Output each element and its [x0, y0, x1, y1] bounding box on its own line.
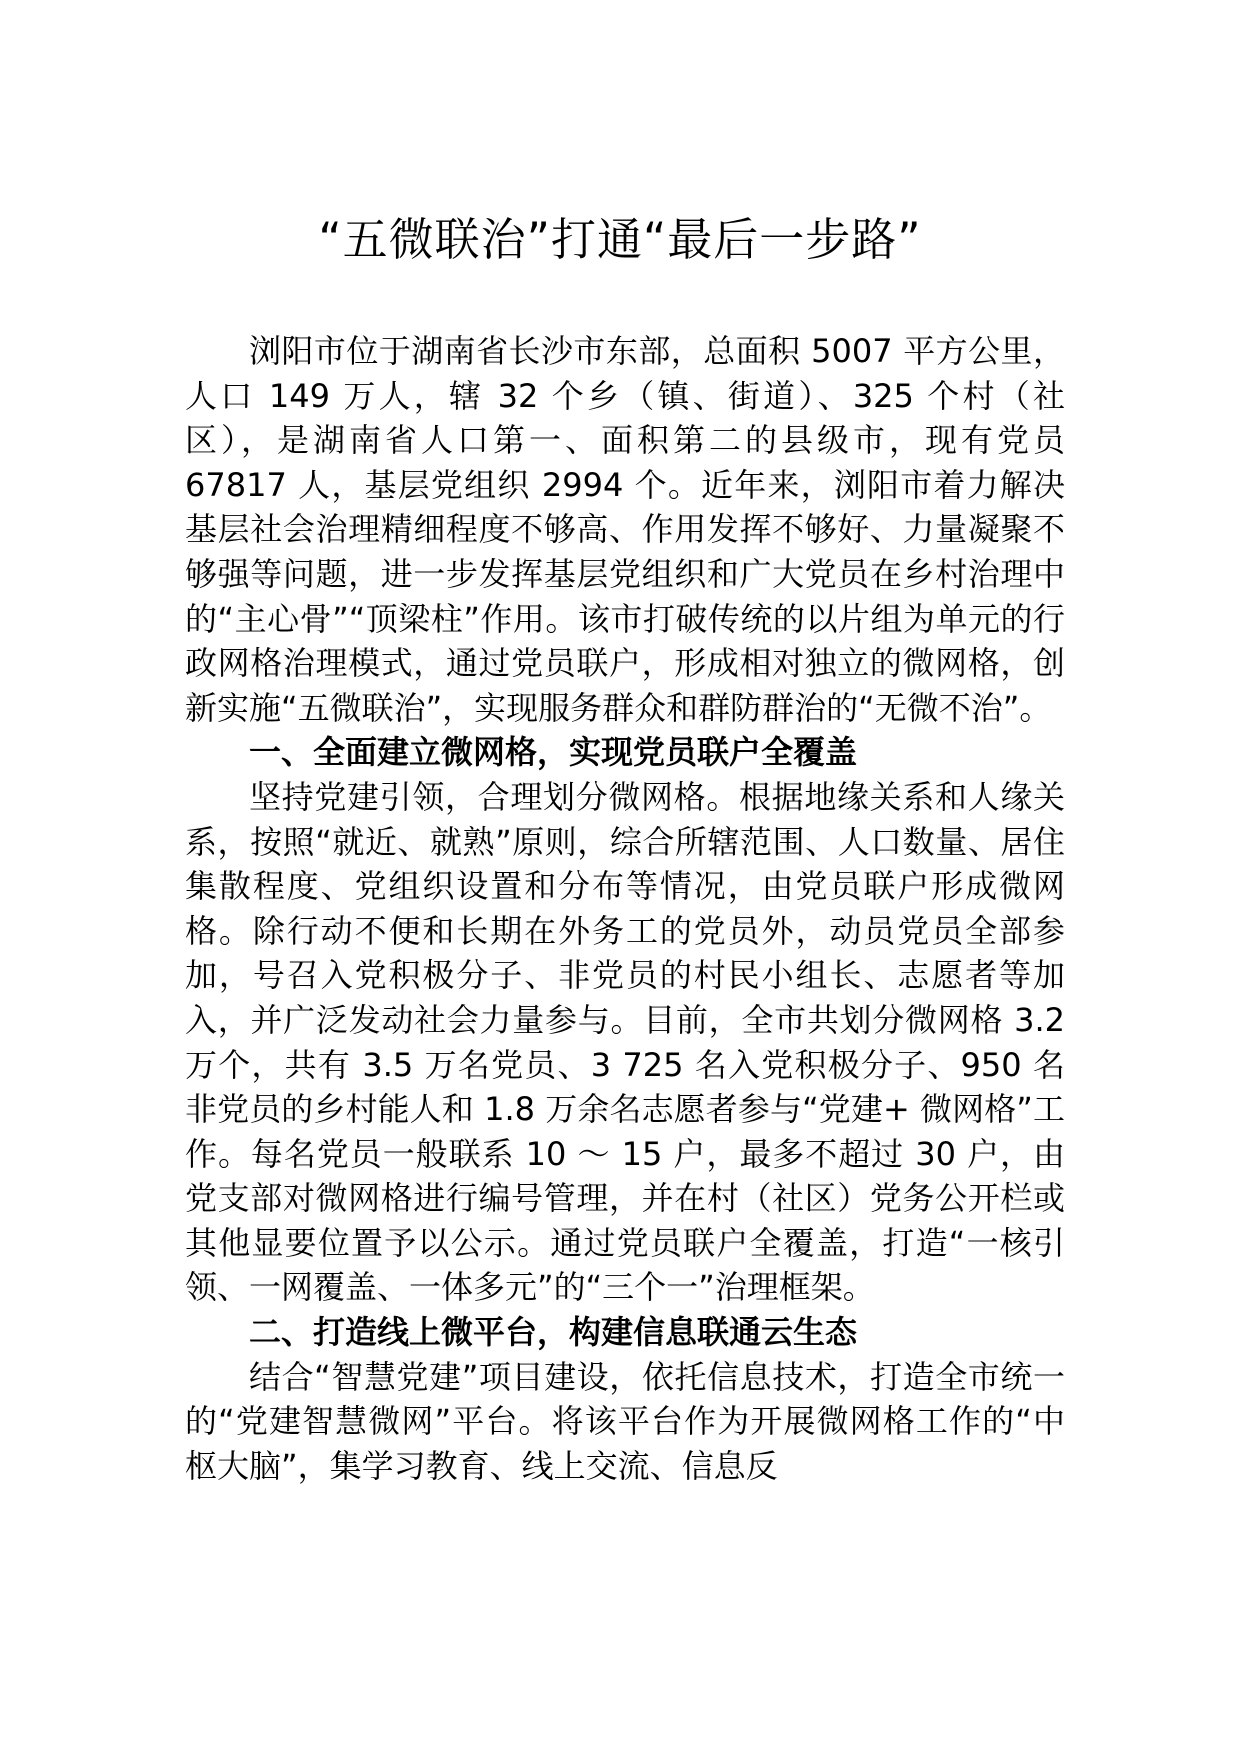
paragraph-section-2: 结合“智慧党建”项目建设，依托信息技术，打造全市统一的“党建智慧微网”平台。将该平台作为开展微网格工作的“中枢大脑”，集学习教育、线上交流、信息反	[185, 1357, 1065, 1485]
document-title: “五微联治”打通“最后一步路”	[318, 213, 922, 266]
document-body	[185, 329, 1065, 1488]
section-heading-2: 二、打造线上微平台，构建信息联通云生态	[249, 1313, 858, 1352]
paragraph-section-1: 坚持党建引领，合理划分微网格。根据地缘关系和人缘关系，按照“就近、就熟”原则，综合所辖范围、人口数量、居住集散程度、党组织设置和分布等情况，由党员联户形成微网格。除行动不便和长期在外务工的党员外，动员党员全部参加，号召入党积极分子、非党员的村民小组长、志愿者等加入，并广泛发动社会力量参与。目前，全市共划分微网格 3.2 万个，共有 3.5 万名党员、3 725 名入党积极分子、950 名非党员的乡村能人和 1.8 万余名志愿者参与“党建+ 微网格”工作。每名党员一般联系 10 ～ 15 户，最多不超过 30 户，由党支部对微网格进行编号管理，并在村（社区）党务公开栏或其他显要位置予以公示。通过党员联户全覆盖，打造“一核引领、一网覆盖、一体多元”的“三个一”治理框架。	[185, 777, 1065, 1307]
section-heading-1: 一、全面建立微网格，实现党员联户全覆盖	[249, 733, 858, 772]
paragraph-intro: 浏阳市位于湖南省长沙市东部，总面积 5007 平方公里，人口 149 万人，辖 32 个乡（镇、街道）、325 个村（社区），是湖南省人口第一、面积第二的县级市，现有党员67817 人，基层党组织 2994 个。近年来，浏阳市着力解决基层社会治理精细程度不够高、作用发挥不够好、力量凝聚不够强等问题，进一步发挥基层党组织和广大党员在乡村治理中的“主心骨”“顶梁柱”作用。该市打破传统的以片组为单元的行政网格治理模式，通过党员联户，形成相对独立的微网格，创新实施“五微联治”，实现服务群众和群防群治的“无微不治”。	[185, 332, 1065, 727]
